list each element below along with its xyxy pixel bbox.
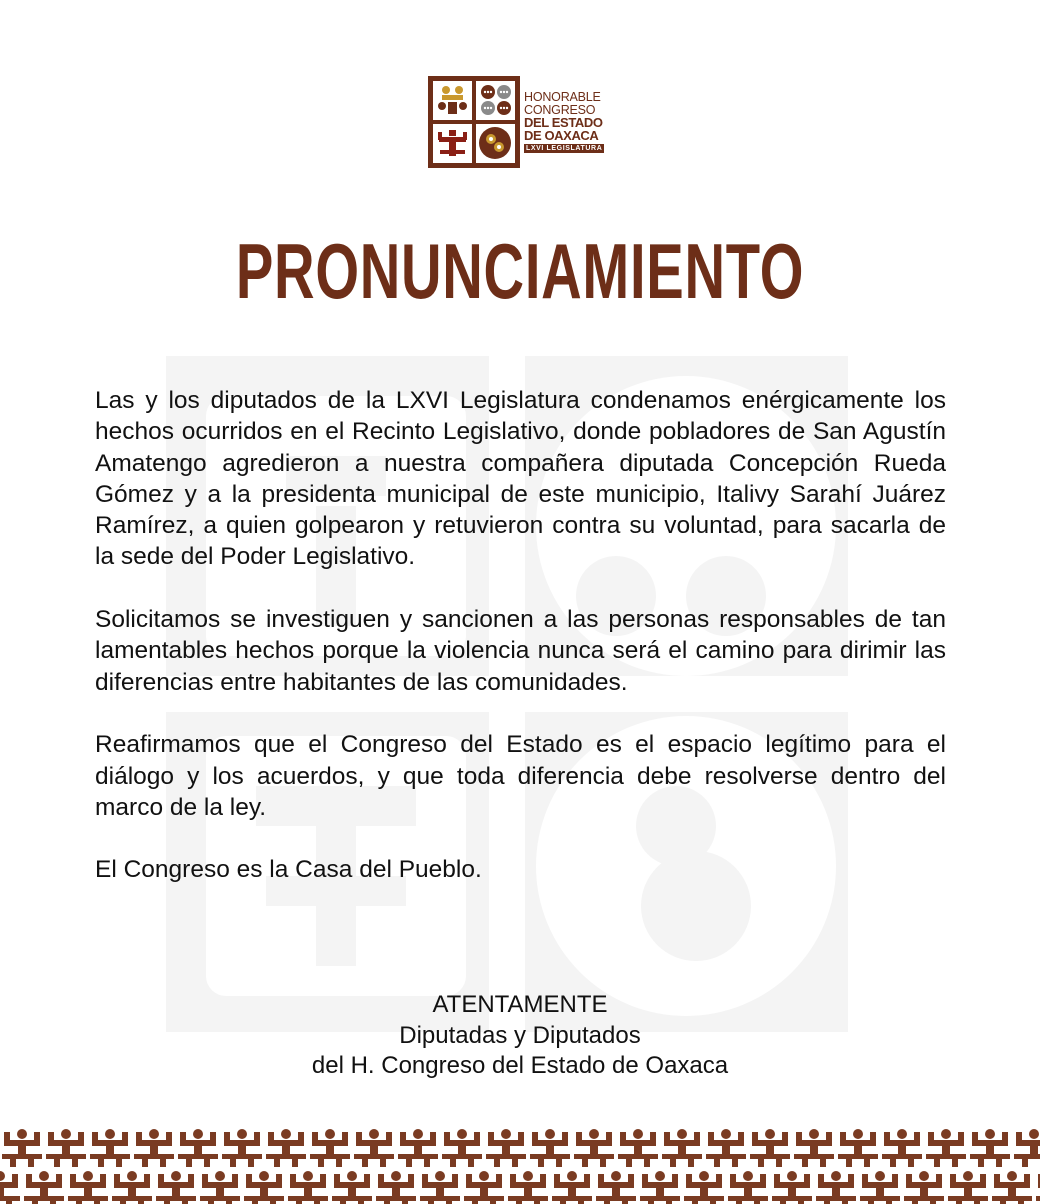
paragraph-4: El Congreso es la Casa del Pueblo. bbox=[95, 856, 482, 884]
logo-line-de-oaxaca: DE OAXACA bbox=[524, 128, 599, 143]
signature-block bbox=[0, 990, 1040, 1082]
congress-emblem-icon bbox=[428, 76, 520, 168]
paragraph-3: Reafirmamos que el Congreso del Estado es el espacio legítimo para el diálogo y los acuerdos, y que toda diferencia debe resolverse dentro del marco de la ley. bbox=[95, 731, 946, 821]
logo-line-del-estado: DEL ESTADO bbox=[524, 115, 603, 130]
decorative-border bbox=[0, 1120, 1040, 1204]
logo-line-honorable: HONORABLE bbox=[524, 90, 601, 104]
congress-logo bbox=[428, 76, 618, 168]
signature-closing: ATENTAMENTE bbox=[432, 991, 608, 1018]
paragraph-1: Las y los diputados de la LXVI Legislatura condenamos enérgicamente los hechos ocurridos en el Recinto Legislativo, donde pobladores de San Agustín Amatengo agredieron a nuestra compañera diputada Concepción Rueda Gómez y a la presidenta municipal de este municipio, Italivy Sarahí Juárez Ramírez, a quien golpearon y retuvieron contra su voluntad, para sacarla de la sede del Poder Legislativo. bbox=[95, 387, 946, 571]
oaxaca-pattern-icon bbox=[0, 1120, 1040, 1204]
page-title: PRONUNCIAMIENTO bbox=[235, 227, 805, 315]
logo-wordmark bbox=[524, 76, 604, 168]
signature-institution: del H. Congreso del Estado de Oaxaca bbox=[311, 1052, 729, 1079]
logo-legislature-badge: LXVI LEGISLATURA bbox=[526, 145, 603, 152]
paragraph-2: Solicitamos se investiguen y sancionen a las personas responsables de tan lamentables hechos porque la violencia nunca será el camino para dirimir las diferencias entre habitantes de las comunidades. bbox=[95, 606, 946, 696]
signature-signers: Diputadas y Diputados bbox=[399, 1021, 641, 1049]
logo-line-congreso: CONGRESO bbox=[524, 102, 596, 117]
statement-body bbox=[95, 385, 946, 917]
